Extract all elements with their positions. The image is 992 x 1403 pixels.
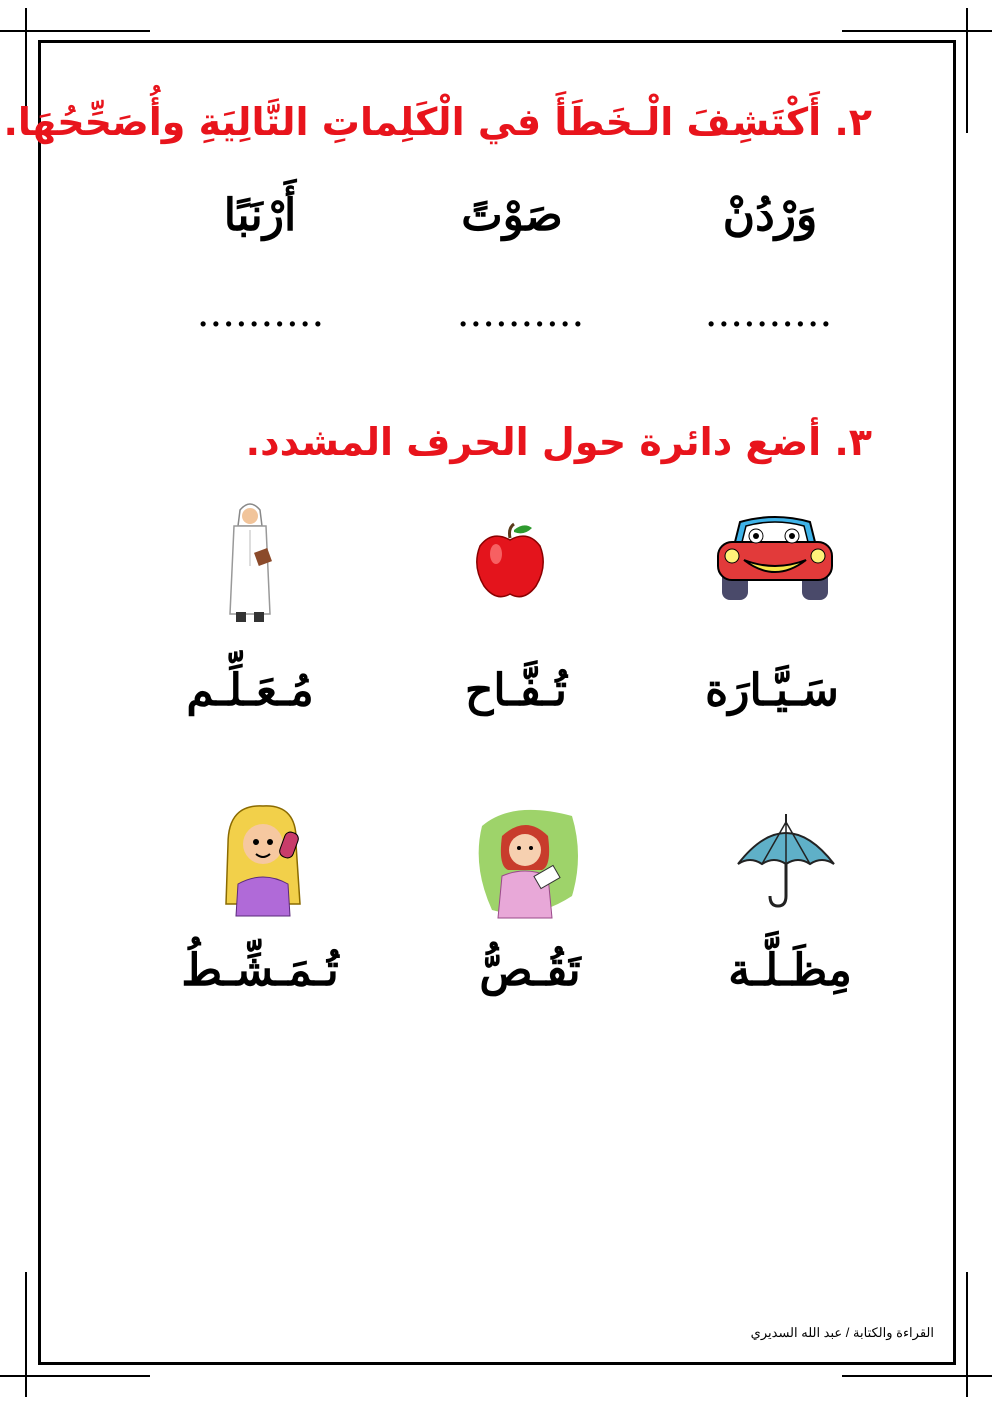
frame-top [38, 40, 956, 43]
frame-right [953, 40, 956, 1365]
umbrella-icon [736, 812, 836, 910]
exercise3-word[interactable]: سَـيَّـارَة [705, 665, 839, 716]
exercise3-word[interactable]: تُـمَـشِّـطُ [181, 945, 339, 996]
corner-tick [25, 1272, 27, 1397]
frame-left [38, 40, 41, 1365]
exercise3-word[interactable]: مِظَـلَّـة [728, 945, 852, 996]
exercise3-word[interactable]: تَقُـصُّ [479, 945, 581, 996]
corner-tick [0, 30, 150, 32]
exercise3-word[interactable]: تُـفَّـاح [464, 665, 568, 716]
girl-combing-icon [218, 804, 308, 918]
exercise2-heading: ٢. أَكْتَشِفَ الْـخَطَأَ في الْكَلِماتِ التَّالِيَةِ وأُصَحِّحُهَا. [3, 100, 872, 144]
girl-cutting-icon [472, 806, 582, 922]
corner-tick [842, 30, 992, 32]
exercise2-word: وَرْدُنْ [722, 190, 818, 241]
exercise2-word: صَوْتً [461, 190, 563, 241]
answer-blank[interactable]: .......... [458, 300, 586, 333]
teacher-icon [222, 496, 278, 628]
corner-tick [966, 8, 968, 133]
car-icon [712, 512, 838, 604]
frame-bottom [38, 1362, 956, 1365]
exercise3-word[interactable]: مُـعَـلِّـم [186, 665, 314, 716]
corner-tick [0, 1375, 150, 1377]
corner-tick [966, 1272, 968, 1397]
corner-tick [842, 1375, 992, 1377]
answer-blank[interactable]: .......... [198, 300, 326, 333]
footer-credit: القراءة والكتابة / عبد الله السديري [750, 1325, 934, 1340]
apple-icon [472, 522, 548, 602]
answer-blank[interactable]: .......... [706, 300, 834, 333]
exercise2-word: أَرْنَبًا [223, 190, 297, 241]
exercise3-heading: ٣. أضع دائرة حول الحرف المشدد. [245, 420, 872, 464]
